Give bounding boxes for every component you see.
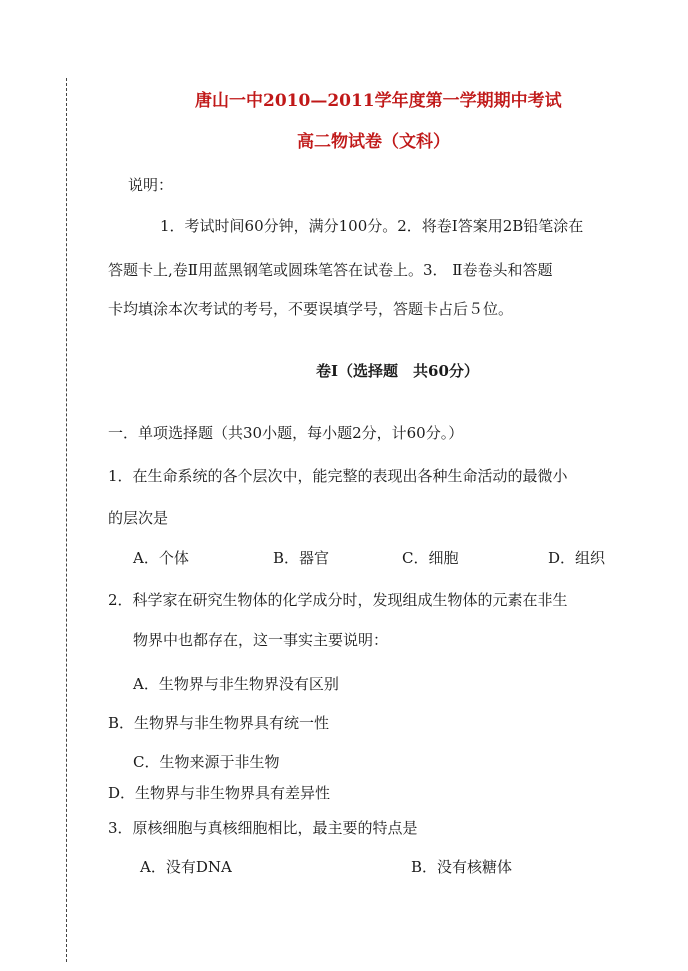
notes-line-3: 卡均填涂本次考试的考号，不要误填学号，答题卡占后５位。 — [108, 300, 514, 318]
question-stem-line: 1．在生命系统的各个层次中，能完整的表现出各种生命活动的最微小 — [108, 467, 568, 485]
option-c: C．生物来源于非生物 — [133, 753, 280, 771]
exam-subtitle: 高二物试卷（文科） — [297, 132, 450, 152]
option-b: B．没有核糖体 — [411, 858, 513, 876]
binding-margin-dashed-line — [66, 78, 67, 962]
notes-line-1: 1．考试时间60分钟，满分100分。2．将卷Ⅰ答案用2B铅笔涂在 — [160, 217, 584, 235]
option-a: A．没有DNA — [140, 858, 232, 876]
section-title: 卷Ⅰ（选择题 共60分） — [316, 362, 479, 380]
option-c: C．细胞 — [402, 549, 459, 567]
option-a: A．生物界与非生物界没有区别 — [133, 675, 339, 693]
exam-title: 唐山一中2010—2011学年度第一学期期中考试 — [195, 91, 562, 111]
question-stem-line: 2．科学家在研究生物体的化学成分时，发现组成生物体的元素在非生 — [108, 591, 568, 609]
option-a: A．个体 — [133, 549, 189, 567]
option-b: B．器官 — [273, 549, 330, 567]
notes-line-2: 答题卡上,卷Ⅱ用蓝黑钢笔或圆珠笔答在试卷上。3． Ⅱ卷卷头和答题 — [108, 261, 553, 279]
option-b: B．生物界与非生物界具有统一性 — [108, 714, 330, 732]
notes-label: 说明： — [128, 176, 174, 194]
question-stem-line: 的层次是 — [108, 509, 169, 527]
option-d: D．组织 — [548, 549, 606, 567]
part-heading: 一．单项选择题（共30小题，每小题2分，计60分。） — [108, 424, 464, 442]
option-d: D．生物界与非生物界具有差异性 — [108, 784, 331, 802]
question-stem-line: 物界中也都存在，这一事实主要说明： — [133, 631, 389, 649]
question-stem-line: 3．原核细胞与真核细胞相比，最主要的特点是 — [108, 819, 418, 837]
